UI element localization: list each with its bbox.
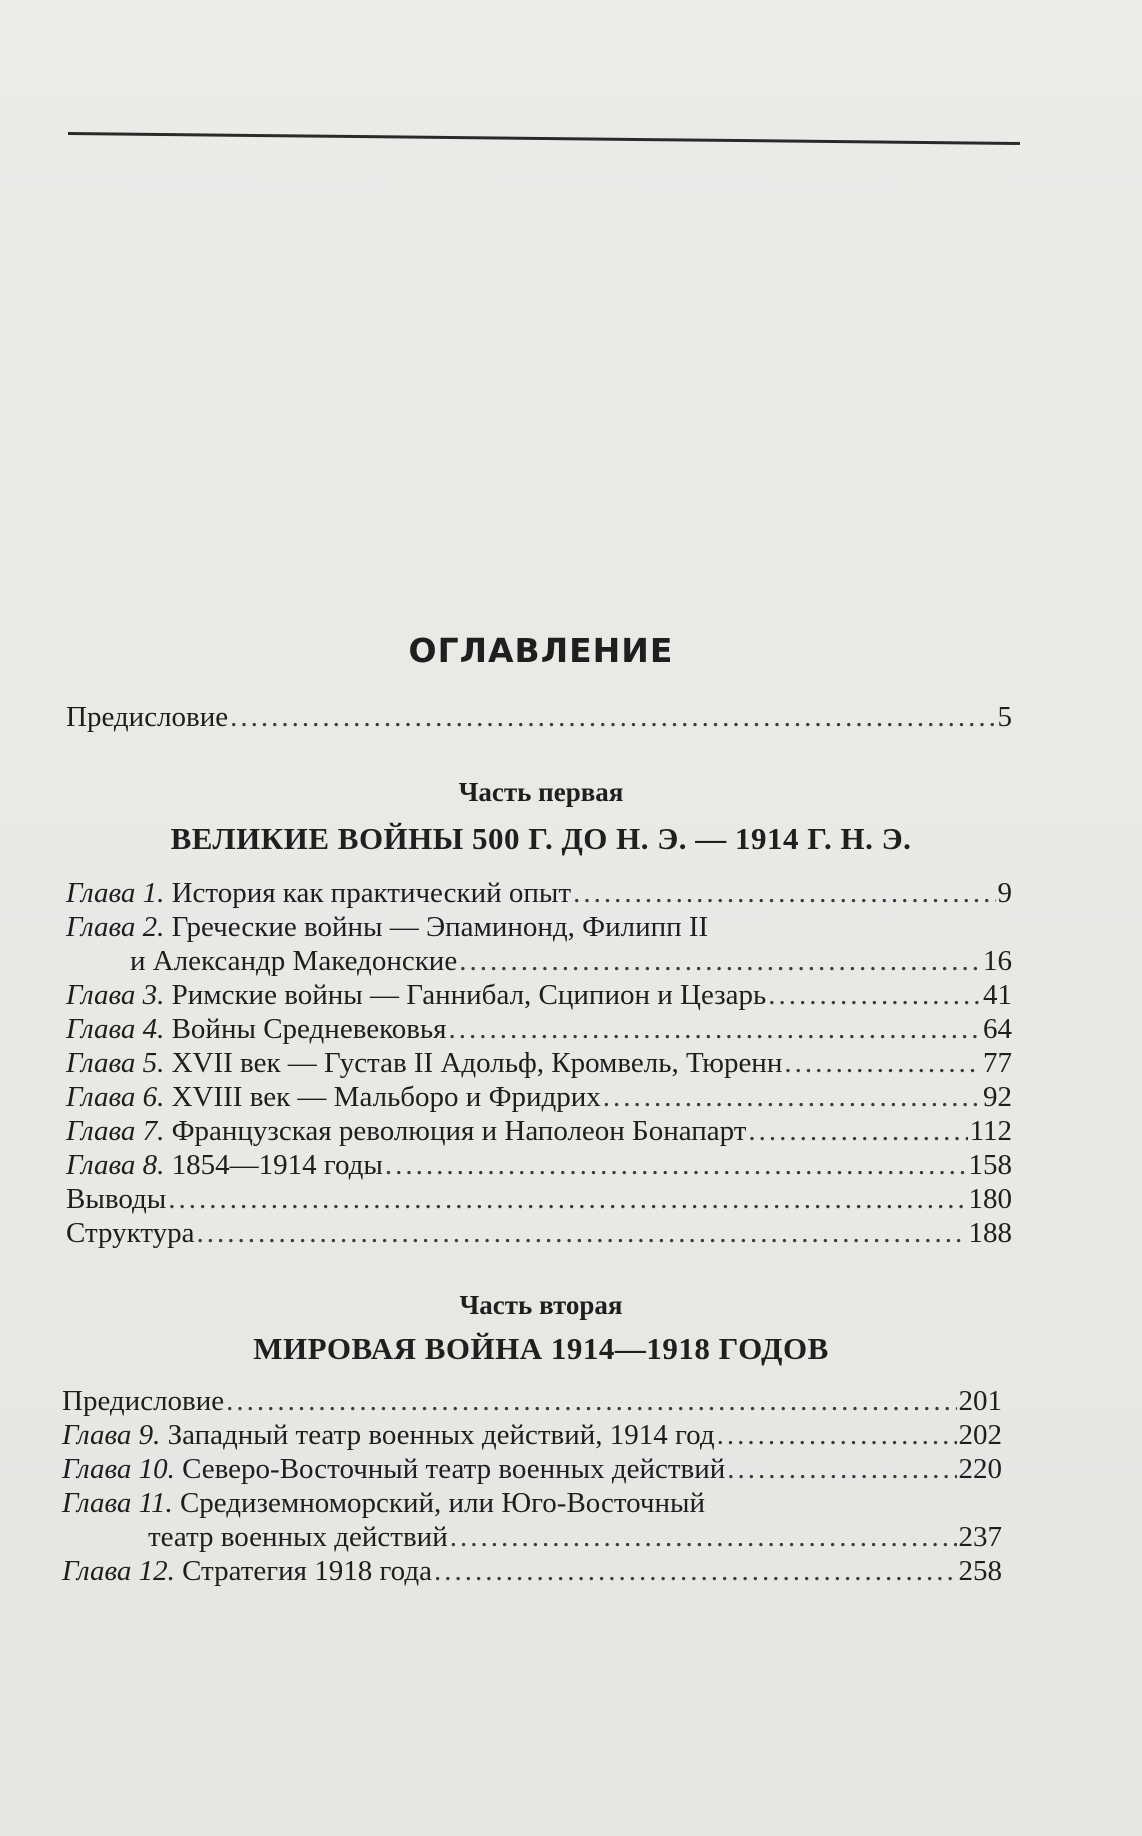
toc-entry-intro — [66, 700, 1012, 734]
toc-entry-label — [66, 1012, 446, 1046]
toc-entry-page: 41 — [983, 979, 1012, 1011]
chapter-number: Глава 2. — [66, 911, 165, 943]
part2-label: Часть вторая — [459, 1290, 623, 1320]
toc-entry-ch11 — [148, 1520, 1002, 1554]
toc-entry-label — [62, 1554, 432, 1588]
toc-entry-page: 220 — [958, 1453, 1002, 1485]
toc-entry-label: Предисловие — [66, 701, 229, 733]
chapter-title: Средиземноморский, или Юго-Восточный — [179, 1487, 706, 1519]
chapter-number: Глава 12. — [62, 1555, 175, 1587]
toc-entry-part2-intro — [62, 1384, 1002, 1418]
part2-title: МИРОВАЯ ВОЙНА 1914—1918 ГОДОВ — [253, 1331, 829, 1366]
toc-entry-label: Выводы — [66, 1183, 167, 1215]
chapter-title: Северо-Восточный театр военных действий — [182, 1453, 726, 1485]
leader-dots — [573, 876, 995, 910]
leader-dots — [168, 1182, 966, 1216]
toc-entry-ch7 — [66, 1114, 1012, 1148]
chapter-number: Глава 7. — [66, 1115, 165, 1147]
chapter-title-continued: театр военных действий — [148, 1521, 448, 1553]
leader-dots — [603, 1080, 981, 1114]
part1-label: Часть первая — [458, 777, 624, 807]
leader-dots — [385, 1148, 967, 1182]
leader-dots — [434, 1554, 957, 1588]
toc-entry-label — [62, 1452, 725, 1486]
top-rule — [68, 132, 1020, 145]
toc-entry-page: 180 — [968, 1183, 1012, 1215]
chapter-title-continued: и Александр Македонские — [130, 945, 458, 977]
chapter-title: Римские войны — Ганнибал, Сципион и Цезарь — [171, 979, 767, 1011]
chapter-title: Войны Средневековья — [171, 1013, 447, 1045]
chapter-number: Глава 8. — [66, 1149, 165, 1181]
toc-title: ОГЛАВЛЕНИЕ — [408, 631, 674, 670]
toc-entry-page: 158 — [968, 1149, 1012, 1181]
chapter-number: Глава 10. — [62, 1453, 175, 1485]
chapter-number: Глава 1. — [66, 877, 165, 909]
toc-entry-ch1 — [66, 876, 1012, 910]
toc-entry-ch11-line1 — [62, 1486, 705, 1520]
part1-title: ВЕЛИКИЕ ВОЙНЫ 500 Г. ДО Н. Э. — 1914 Г. Н. Э. — [170, 821, 912, 856]
toc-entry-page: 112 — [969, 1115, 1012, 1147]
leader-dots — [448, 1012, 981, 1046]
chapter-title: Греческие войны — Эпаминонд, Филипп II — [171, 911, 709, 943]
toc-entry-label: Предисловие — [62, 1385, 225, 1417]
toc-entry-ch9 — [62, 1418, 1002, 1452]
leader-dots — [768, 978, 981, 1012]
toc-entry-page: 201 — [958, 1385, 1002, 1417]
leader-dots — [748, 1114, 967, 1148]
toc-entry-page: 237 — [958, 1521, 1002, 1553]
toc-entry-page: 16 — [983, 945, 1012, 977]
toc-entry-ch2-line1 — [66, 910, 708, 944]
toc-entry-page: 5 — [997, 701, 1012, 733]
toc-entry-page: 202 — [958, 1419, 1002, 1451]
toc-entry-conclusions — [66, 1182, 1012, 1216]
toc-entry-ch5 — [66, 1046, 1012, 1080]
leader-dots — [727, 1452, 956, 1486]
leader-dots — [230, 700, 995, 734]
chapter-title: Стратегия 1918 года — [182, 1555, 432, 1587]
toc-entry-page: 9 — [997, 877, 1012, 909]
toc-entry-label — [66, 876, 571, 910]
toc-entry-label — [66, 1046, 782, 1080]
toc-entry-label — [66, 1080, 601, 1114]
leader-dots — [717, 1418, 957, 1452]
toc-entry-ch6 — [66, 1080, 1012, 1114]
chapter-number: Глава 5. — [66, 1047, 165, 1079]
chapter-number: Глава 3. — [66, 979, 165, 1011]
toc-entry-page: 258 — [958, 1555, 1002, 1587]
chapter-title: XVII век — Густав II Адольф, Кромвель, Тюренн — [171, 1047, 783, 1079]
toc-entry-label: Структура — [66, 1217, 195, 1249]
leader-dots — [226, 1384, 956, 1418]
leader-dots — [450, 1520, 957, 1554]
chapter-title: История как практический опыт — [171, 877, 572, 909]
toc-entry-ch2 — [130, 944, 1012, 978]
chapter-title: XVIII век — Мальборо и Фридрих — [171, 1081, 601, 1113]
leader-dots — [196, 1216, 966, 1250]
chapter-title: Западный театр военных действий, 1914 год — [167, 1419, 715, 1451]
leader-dots — [784, 1046, 981, 1080]
toc-entry-ch3 — [66, 978, 1012, 1012]
toc-entry-ch8 — [66, 1148, 1012, 1182]
toc-entry-label — [66, 1114, 746, 1148]
toc-entry-ch4 — [66, 1012, 1012, 1046]
chapter-number: Глава 4. — [66, 1013, 165, 1045]
toc-entry-page: 77 — [983, 1047, 1012, 1079]
chapter-number: Глава 11. — [62, 1487, 173, 1519]
chapter-number: Глава 9. — [62, 1419, 161, 1451]
chapter-title: Французская революция и Наполеон Бонапарт — [171, 1115, 747, 1147]
toc-entry-ch10 — [62, 1452, 1002, 1486]
toc-entry-label — [66, 1148, 383, 1182]
toc-entry-page: 188 — [968, 1217, 1012, 1249]
chapter-number: Глава 6. — [66, 1081, 165, 1113]
toc-entry-page: 64 — [983, 1013, 1012, 1045]
chapter-title: 1854—1914 годы — [171, 1149, 383, 1181]
toc-entry-page: 92 — [983, 1081, 1012, 1113]
toc-entry-structure — [66, 1216, 1012, 1250]
toc-entry-label — [62, 1418, 715, 1452]
toc-entry-label — [66, 978, 766, 1012]
leader-dots — [459, 944, 981, 978]
toc-entry-ch12 — [62, 1554, 1002, 1588]
